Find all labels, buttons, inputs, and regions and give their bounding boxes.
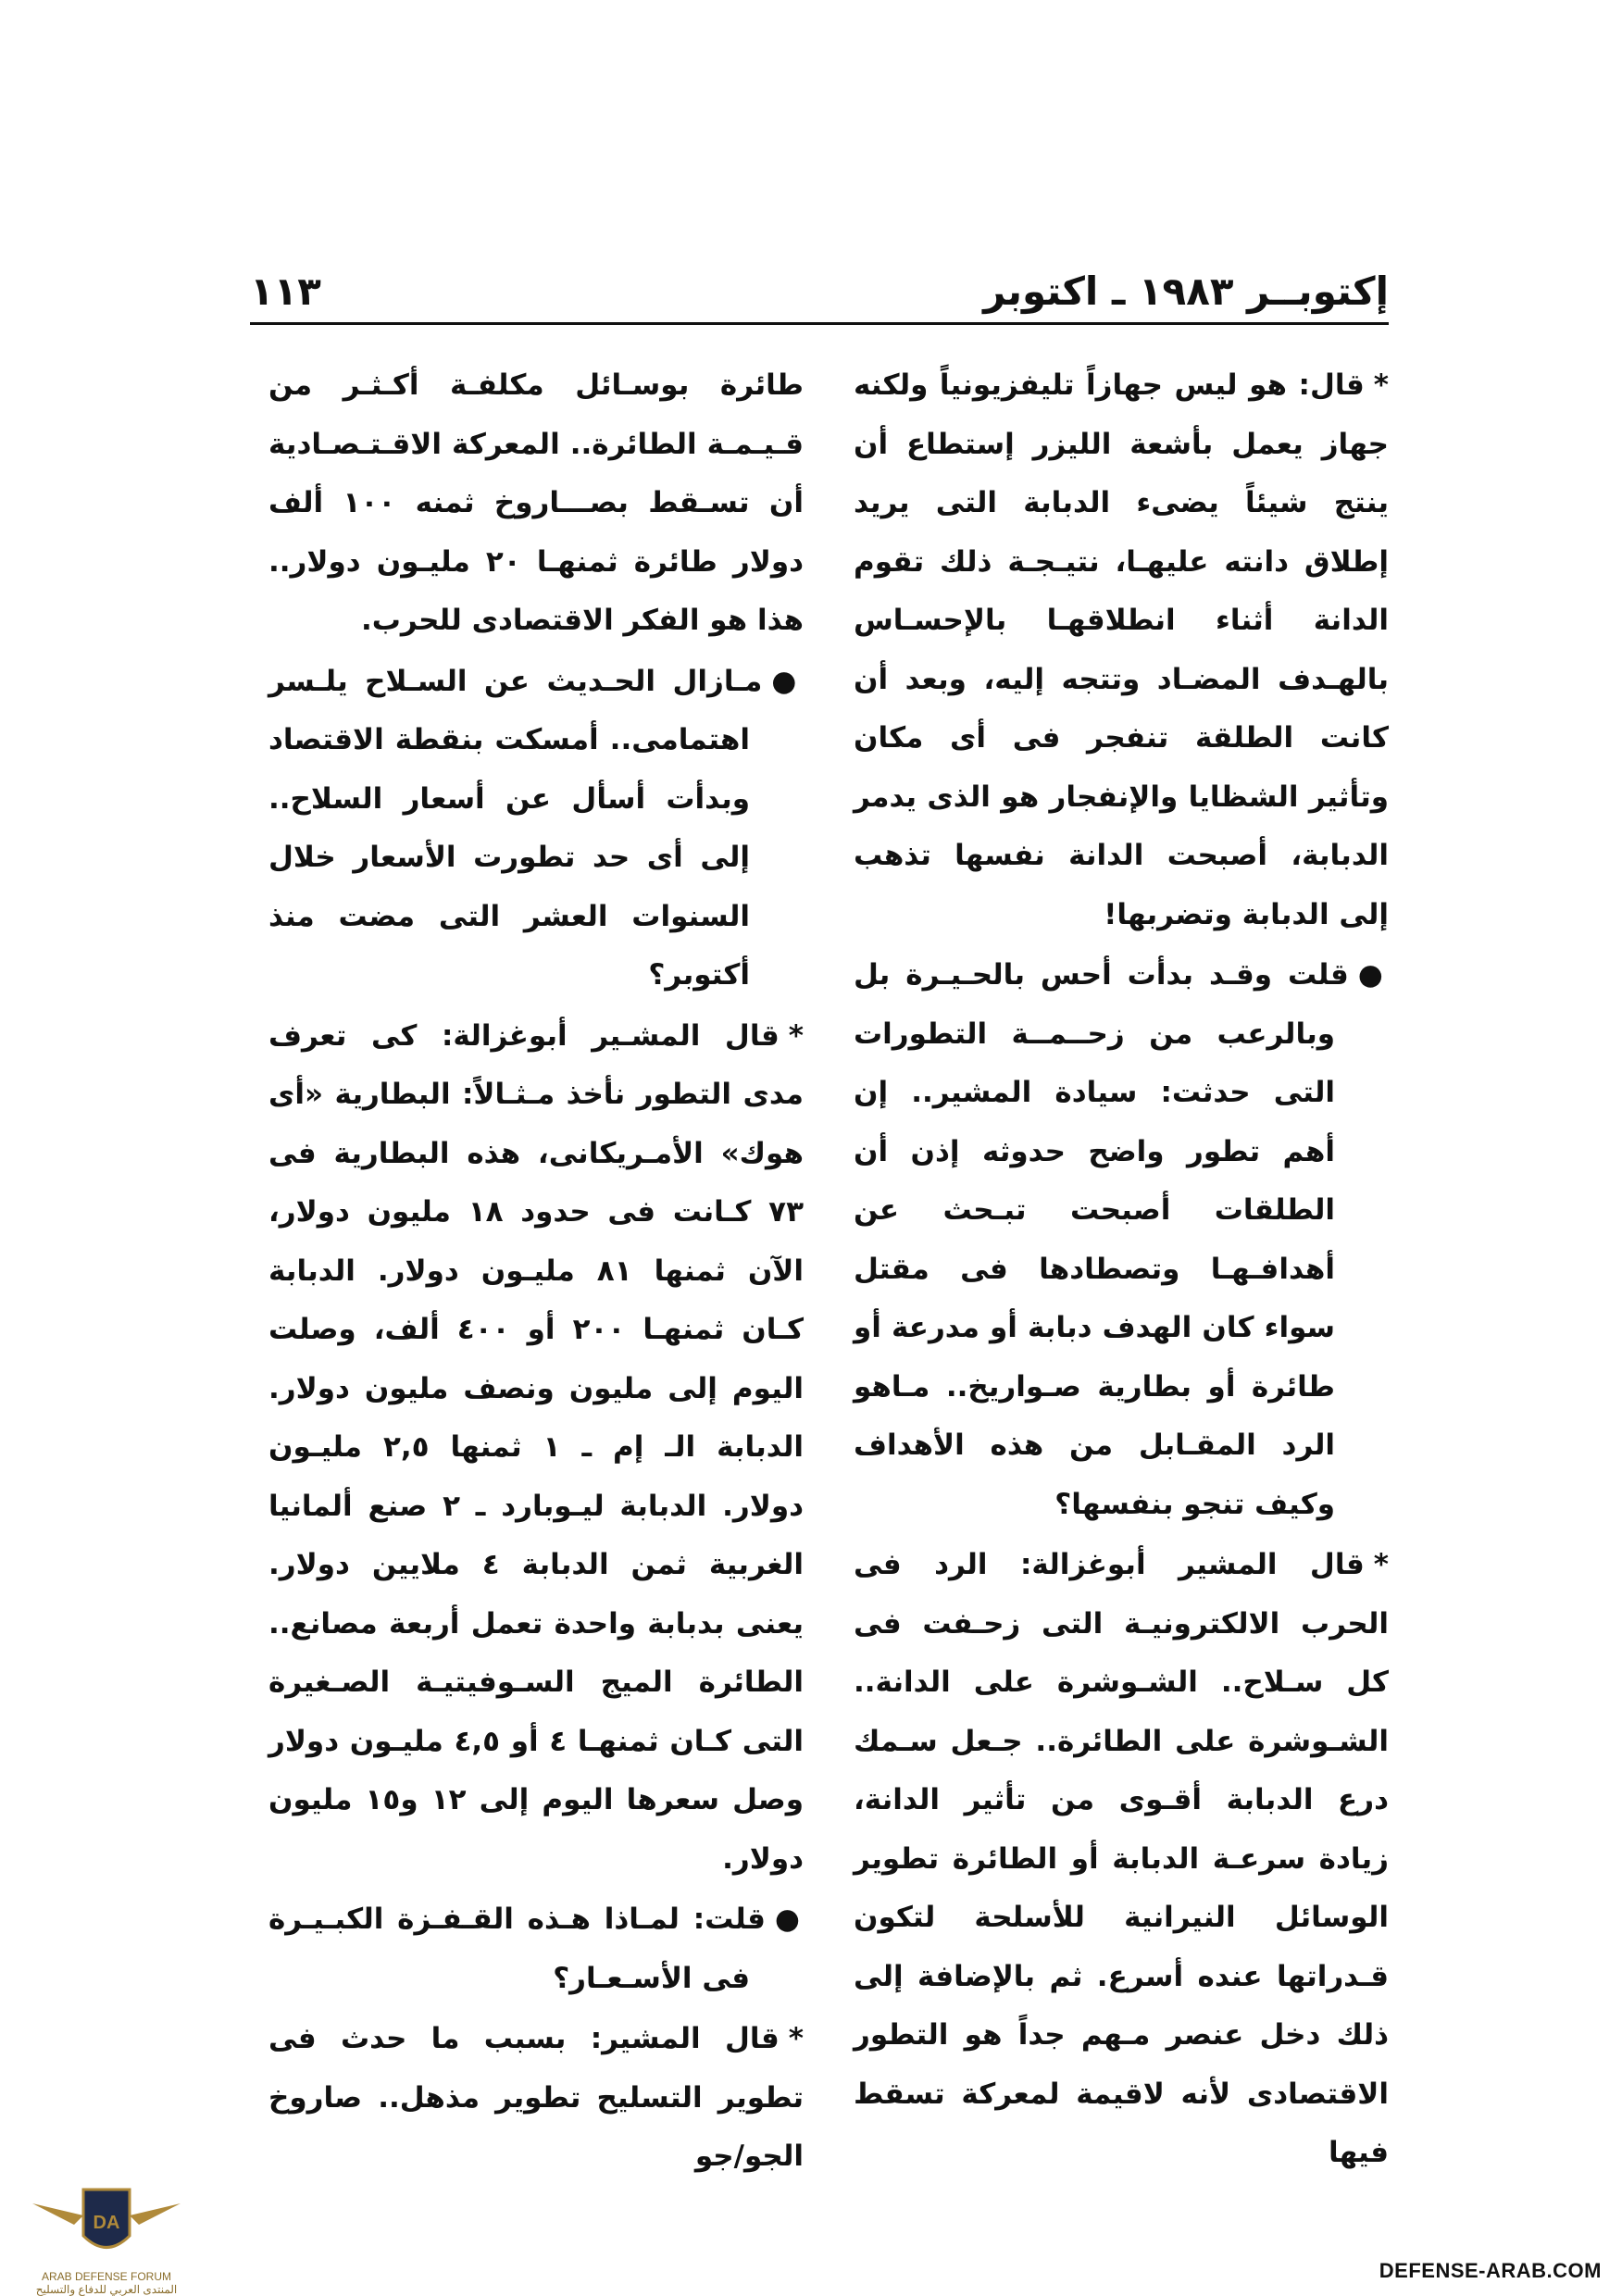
paragraph-text: مـازال الحـديث عن السـلاح يلـسر اهتمامى.. أمسكت بنقطة الاقتصاد وبدأت أسأل عن أسعار السلاح.. إلى أى حد تطورت الأسعار خلال السنوات العشر التى مضت منذ أكتوبر؟: [268, 664, 763, 992]
bullet-marker: ●: [1357, 958, 1389, 992]
paragraph-text: قلت وقـد بدأت أحس بالحـيـرة بل وبالرعب من زحــمــة التطورات التى حدثت: سيادة المشير.. إن أهم تطور واضح حدوثه إذن أن الطلقات أصبحت تبـحث عن أهدافـهـا وتصطادها فى مقتل سواء كان الهدف دبابة أو مدرعة أو طائرة أو بطارية صـواريخ.. مـاهو الرد المقـابل من هذه الأهداف وكيف تنجو بنفسها؟: [854, 958, 1349, 1521]
paragraph: [854, 356, 1389, 944]
asterisk-marker: *: [788, 1018, 804, 1053]
paragraph: [268, 1007, 804, 1890]
right-column: [854, 356, 1389, 2185]
svg-text:DA: DA: [93, 2213, 120, 2233]
forum-caption-ar: المنتدى العربي للدفاع والتسليح: [35, 2283, 178, 2296]
paragraph: [268, 356, 804, 651]
bullet-marker: ●: [774, 1903, 804, 1936]
asterisk-marker: *: [788, 2022, 804, 2055]
paragraph-text: قال المشير أبوغزالة: الرد فى الحرب الالكترونيـة التى زحـفت فى كل سـلاح.. الشـوشرة على الدانة.. الشـوشرة على الطائرة.. جـعل سـمك درع الدبابة أقـوى من تأثير الدانة، زيادة سرعـة الدبابة أو الطائرة تطوير الوسائل النيرانية للأسلحة لتكون قـدراتها عنده أسرع. ثم بالإضافة إلى ذلك دخل عنصر مـهم جداً هو التطور الاقتصادى لأنه لاقيمة لمعركة تسقط فيها: [854, 1548, 1389, 2169]
page-header: [250, 267, 1389, 325]
paragraph-text: قال المشير: بسبب ما حدث فى تطوير التسليح تطوير مذهل.. صاروخ الجو/جو: [268, 2022, 804, 2173]
bullet-marker: ●: [771, 664, 804, 698]
asterisk-marker: *: [1373, 368, 1389, 402]
paragraph-text: قلت: لمـاذا هـذه القـفـزة الكبـيـرة فى الأسـعـار؟: [268, 1903, 766, 1995]
question-paragraph: [268, 653, 804, 1005]
question-paragraph: [854, 946, 1389, 1534]
paragraph-text: قال المشـير أبوغزالة: كى تعرف مدى التطور نأخذ مـثـالاً: البطارية «أى هوك» الأمـريكانى، هذه البطارية فى ٧٣ كـانت فى حدود ١٨ مليون دولار، الآن ثمنها ٨١ مليـون دولار. الدبابة كـان ثمنهـا ٢٠٠ أو ٤٠٠ ألف، وصلت اليوم إلى مليون ونصف مليون دولار. الدبابة الـ إم ـ ١ ثمنها ٢,٥ مليـون دولار. الدبابة ليـوبارد ـ ٢ صنع ألمانيا الغربية ثمن الدبابة ٤ ملايين دولار. يعنى بدبابة واحدة تعمل أربعة مصانع.. الطائرة الميج السـوفيتيـة الصـغيرة التى كـان ثمنهـا ٤ أو ٤,٥ مليـون دولار وصل سعرها اليوم إلى ١٢ و١٥ مليون دولار.: [268, 1018, 805, 1876]
running-title: إكتوبــر ١٩٨٣ ـ اكتوبر: [983, 268, 1389, 314]
page-number: ١١٣: [250, 268, 321, 314]
left-column: [268, 356, 804, 2189]
question-paragraph: [268, 1890, 804, 2008]
paragraph: [268, 2010, 804, 2187]
forum-caption: [19, 2270, 194, 2296]
site-url: DEFENSE-ARAB.COM: [1379, 2259, 1602, 2282]
paragraph-text: طائرة بوسـائل مكلفـة أكـثـر من قـيـمـة الطائرة.. المعركة الاقـتـصـادية أن تسـقط بصـــاروخ ثمنه ١٠٠ ألف دولار طائرة ثمنهـا ٢٠ مليـون دولار.. هذا هو الفكر الاقتصادى للحرب.: [268, 368, 804, 637]
paragraph-text: قال: هو ليس جهازاً تليفزيونياً ولكنه جهاز يعمل بأشعة الليزر إستطاع أن ينتج شيئاً يضىء الدبابة التى يريد إطلاق دانته عليهـا، نتيـجـة ذلك تقوم الدانة أثناء انطلاقهـا بالإحسـاس بالهـدف المضـاد وتتجه إليه، وبعد أن كانت الطلقة تنفجر فى أى مكان وتأثير الشظايا والإنفجار هو الذى يدمر الدبابة، أصبحت الدانة نفسها تذهب إلى الدبابة وتضربها!: [854, 368, 1389, 931]
forum-logo: [28, 2171, 185, 2282]
forum-caption-en: ARAB DEFENSE FORUM: [41, 2270, 171, 2283]
asterisk-marker: *: [1373, 1548, 1389, 1581]
paragraph: [854, 1536, 1389, 2183]
eagle-shield-icon: [28, 2171, 185, 2282]
